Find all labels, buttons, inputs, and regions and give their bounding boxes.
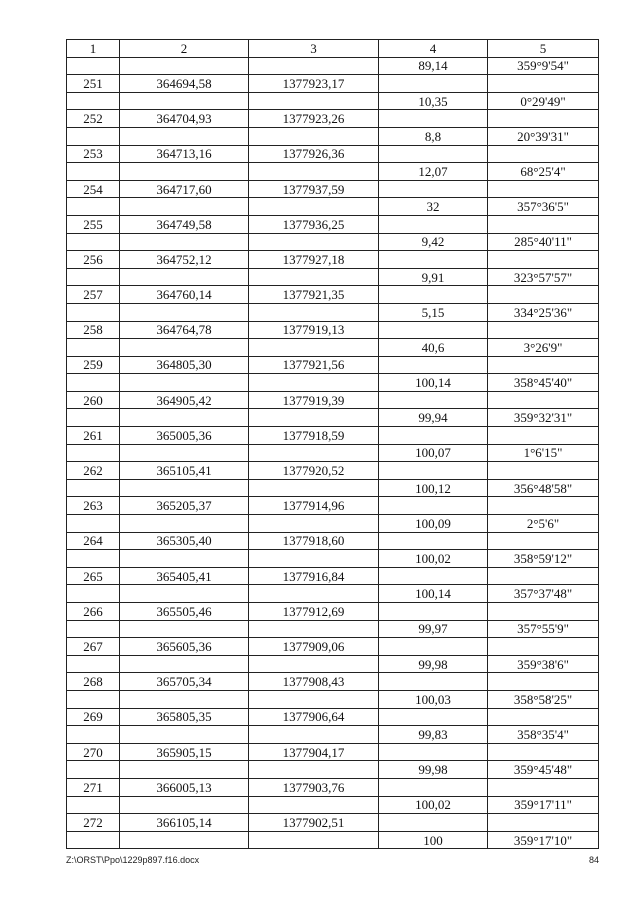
y-coordinate-cell <box>249 233 379 251</box>
distance-cell: 99,98 <box>379 655 488 673</box>
distance-cell: 99,98 <box>379 761 488 779</box>
y-coordinate-cell <box>249 585 379 603</box>
x-coordinate-cell: 365105,41 <box>120 462 249 480</box>
point-number-cell: 253 <box>67 145 120 163</box>
y-coordinate-cell: 1377908,43 <box>249 673 379 691</box>
table-row <box>67 198 599 216</box>
x-coordinate-cell <box>120 163 249 181</box>
point-number-cell <box>67 127 120 145</box>
bearing-cell: 285°40'11" <box>488 233 599 251</box>
point-number-cell <box>67 690 120 708</box>
distance-cell: 100,12 <box>379 479 488 497</box>
table-row <box>67 831 599 849</box>
x-coordinate-cell <box>120 339 249 357</box>
y-coordinate-cell: 1377926,36 <box>249 145 379 163</box>
distance-cell <box>379 251 488 269</box>
bearing-cell: 357°37'48" <box>488 585 599 603</box>
point-number-cell: 259 <box>67 356 120 374</box>
table-row <box>67 479 599 497</box>
y-coordinate-cell: 1377919,13 <box>249 321 379 339</box>
y-coordinate-cell: 1377921,35 <box>249 286 379 304</box>
header-row <box>67 40 599 58</box>
table-row <box>67 356 599 374</box>
distance-cell: 8,8 <box>379 127 488 145</box>
distance-cell <box>379 673 488 691</box>
x-coordinate-cell: 365405,41 <box>120 567 249 585</box>
bearing-cell <box>488 251 599 269</box>
distance-cell: 100,07 <box>379 444 488 462</box>
point-number-cell: 266 <box>67 603 120 621</box>
point-number-cell: 267 <box>67 638 120 656</box>
point-number-cell <box>67 374 120 392</box>
x-coordinate-cell: 366105,14 <box>120 814 249 832</box>
y-coordinate-cell <box>249 655 379 673</box>
table-row <box>67 532 599 550</box>
distance-cell: 100,02 <box>379 550 488 568</box>
point-number-cell <box>67 550 120 568</box>
y-coordinate-cell: 1377937,59 <box>249 180 379 198</box>
point-number-cell <box>67 585 120 603</box>
x-coordinate-cell <box>120 690 249 708</box>
x-coordinate-cell: 365805,35 <box>120 708 249 726</box>
table-row <box>67 374 599 392</box>
y-coordinate-cell <box>249 374 379 392</box>
point-number-cell: 262 <box>67 462 120 480</box>
y-coordinate-cell: 1377918,59 <box>249 427 379 445</box>
point-number-cell <box>67 444 120 462</box>
bearing-cell <box>488 638 599 656</box>
x-coordinate-cell <box>120 92 249 110</box>
point-number-cell <box>67 268 120 286</box>
table-row <box>67 303 599 321</box>
table-row <box>67 180 599 198</box>
x-coordinate-cell <box>120 585 249 603</box>
point-number-cell: 252 <box>67 110 120 128</box>
point-number-cell <box>67 233 120 251</box>
column-header: 4 <box>379 40 488 58</box>
point-number-cell: 265 <box>67 567 120 585</box>
distance-cell <box>379 497 488 515</box>
y-coordinate-cell <box>249 620 379 638</box>
bearing-cell: 357°55'9" <box>488 620 599 638</box>
table-row <box>67 391 599 409</box>
x-coordinate-cell <box>120 57 249 75</box>
bearing-cell <box>488 708 599 726</box>
footer-page-number: 84 <box>588 855 599 865</box>
point-number-cell: 261 <box>67 427 120 445</box>
distance-cell: 89,14 <box>379 57 488 75</box>
x-coordinate-cell: 365705,34 <box>120 673 249 691</box>
y-coordinate-cell: 1377903,76 <box>249 778 379 796</box>
point-number-cell: 260 <box>67 391 120 409</box>
point-number-cell <box>67 515 120 533</box>
bearing-cell: 356°48'58" <box>488 479 599 497</box>
bearing-cell <box>488 145 599 163</box>
table-row <box>67 638 599 656</box>
point-number-cell <box>67 479 120 497</box>
y-coordinate-cell <box>249 515 379 533</box>
y-coordinate-cell: 1377912,69 <box>249 603 379 621</box>
x-coordinate-cell: 365905,15 <box>120 743 249 761</box>
point-number-cell <box>67 198 120 216</box>
column-header: 2 <box>120 40 249 58</box>
table-row <box>67 409 599 427</box>
distance-cell <box>379 75 488 93</box>
x-coordinate-cell: 364713,16 <box>120 145 249 163</box>
x-coordinate-cell <box>120 726 249 744</box>
x-coordinate-cell <box>120 198 249 216</box>
y-coordinate-cell: 1377921,56 <box>249 356 379 374</box>
table-row <box>67 550 599 568</box>
table-row <box>67 603 599 621</box>
table-row <box>67 743 599 761</box>
distance-cell <box>379 532 488 550</box>
y-coordinate-cell: 1377902,51 <box>249 814 379 832</box>
table-row <box>67 620 599 638</box>
distance-cell <box>379 391 488 409</box>
bearing-cell: 359°17'11" <box>488 796 599 814</box>
bearing-cell <box>488 814 599 832</box>
bearing-cell <box>488 743 599 761</box>
bearing-cell: 357°36'5" <box>488 198 599 216</box>
point-number-cell <box>67 761 120 779</box>
distance-cell <box>379 286 488 304</box>
y-coordinate-cell: 1377914,96 <box>249 497 379 515</box>
table-row <box>67 796 599 814</box>
footer-file-path: Z:\ORST\Ppo\1229p897.f16.docx <box>66 855 200 865</box>
bearing-cell: 359°45'48" <box>488 761 599 779</box>
distance-cell <box>379 743 488 761</box>
y-coordinate-cell: 1377916,84 <box>249 567 379 585</box>
bearing-cell: 358°45'40" <box>488 374 599 392</box>
x-coordinate-cell: 365605,36 <box>120 638 249 656</box>
y-coordinate-cell <box>249 444 379 462</box>
table-row <box>67 655 599 673</box>
column-header: 1 <box>67 40 120 58</box>
table-row <box>67 110 599 128</box>
bearing-cell: 359°38'6" <box>488 655 599 673</box>
bearing-cell: 1°6'15" <box>488 444 599 462</box>
table-row <box>67 673 599 691</box>
table-row <box>67 92 599 110</box>
bearing-cell: 358°59'12" <box>488 550 599 568</box>
x-coordinate-cell <box>120 655 249 673</box>
bearing-cell <box>488 321 599 339</box>
point-number-cell: 256 <box>67 251 120 269</box>
column-header: 5 <box>488 40 599 58</box>
point-number-cell: 254 <box>67 180 120 198</box>
distance-cell <box>379 321 488 339</box>
x-coordinate-cell <box>120 409 249 427</box>
distance-cell: 99,94 <box>379 409 488 427</box>
distance-cell: 99,83 <box>379 726 488 744</box>
distance-cell: 10,35 <box>379 92 488 110</box>
distance-cell <box>379 427 488 445</box>
x-coordinate-cell: 364694,58 <box>120 75 249 93</box>
bearing-cell: 358°58'25" <box>488 690 599 708</box>
y-coordinate-cell <box>249 339 379 357</box>
x-coordinate-cell: 364749,58 <box>120 215 249 233</box>
bearing-cell <box>488 462 599 480</box>
point-number-cell <box>67 92 120 110</box>
table-row <box>67 145 599 163</box>
distance-cell: 5,15 <box>379 303 488 321</box>
bearing-cell <box>488 497 599 515</box>
y-coordinate-cell: 1377906,64 <box>249 708 379 726</box>
x-coordinate-cell <box>120 550 249 568</box>
bearing-cell <box>488 532 599 550</box>
point-number-cell <box>67 655 120 673</box>
x-coordinate-cell <box>120 268 249 286</box>
point-number-cell: 269 <box>67 708 120 726</box>
x-coordinate-cell <box>120 444 249 462</box>
distance-cell <box>379 462 488 480</box>
y-coordinate-cell <box>249 57 379 75</box>
y-coordinate-cell: 1377923,26 <box>249 110 379 128</box>
distance-cell <box>379 638 488 656</box>
bearing-cell <box>488 427 599 445</box>
table-row <box>67 726 599 744</box>
y-coordinate-cell: 1377920,52 <box>249 462 379 480</box>
x-coordinate-cell: 364764,78 <box>120 321 249 339</box>
distance-cell: 100,02 <box>379 796 488 814</box>
bearing-cell: 2°5'6" <box>488 515 599 533</box>
bearing-cell: 0°29'49" <box>488 92 599 110</box>
distance-cell <box>379 814 488 832</box>
bearing-cell: 359°9'54" <box>488 57 599 75</box>
x-coordinate-cell <box>120 303 249 321</box>
x-coordinate-cell: 365205,37 <box>120 497 249 515</box>
table-row <box>67 268 599 286</box>
bearing-cell: 359°17'10" <box>488 831 599 849</box>
x-coordinate-cell: 364704,93 <box>120 110 249 128</box>
point-number-cell <box>67 339 120 357</box>
x-coordinate-cell: 364905,42 <box>120 391 249 409</box>
table-row <box>67 761 599 779</box>
distance-cell <box>379 180 488 198</box>
table-row <box>67 708 599 726</box>
distance-cell: 100 <box>379 831 488 849</box>
table-row <box>67 814 599 832</box>
bearing-cell <box>488 778 599 796</box>
y-coordinate-cell <box>249 409 379 427</box>
distance-cell: 99,97 <box>379 620 488 638</box>
table-row <box>67 233 599 251</box>
distance-cell <box>379 145 488 163</box>
table-row <box>67 462 599 480</box>
y-coordinate-cell <box>249 761 379 779</box>
distance-cell: 100,14 <box>379 374 488 392</box>
point-number-cell <box>67 726 120 744</box>
y-coordinate-cell <box>249 726 379 744</box>
x-coordinate-cell: 366005,13 <box>120 778 249 796</box>
bearing-cell <box>488 110 599 128</box>
y-coordinate-cell: 1377918,60 <box>249 532 379 550</box>
x-coordinate-cell: 364760,14 <box>120 286 249 304</box>
y-coordinate-cell: 1377936,25 <box>249 215 379 233</box>
bearing-cell <box>488 215 599 233</box>
x-coordinate-cell <box>120 374 249 392</box>
y-coordinate-cell <box>249 268 379 286</box>
bearing-cell <box>488 286 599 304</box>
bearing-cell: 334°25'36" <box>488 303 599 321</box>
point-number-cell <box>67 409 120 427</box>
x-coordinate-cell: 365305,40 <box>120 532 249 550</box>
table-row <box>67 321 599 339</box>
distance-cell: 9,42 <box>379 233 488 251</box>
x-coordinate-cell: 364717,60 <box>120 180 249 198</box>
bearing-cell <box>488 567 599 585</box>
y-coordinate-cell <box>249 831 379 849</box>
table-body <box>67 57 599 849</box>
table-row <box>67 75 599 93</box>
x-coordinate-cell: 365505,46 <box>120 603 249 621</box>
point-number-cell: 263 <box>67 497 120 515</box>
coordinates-table <box>66 39 599 849</box>
distance-cell <box>379 356 488 374</box>
x-coordinate-cell <box>120 831 249 849</box>
table-row <box>67 567 599 585</box>
table-row <box>67 585 599 603</box>
x-coordinate-cell <box>120 127 249 145</box>
y-coordinate-cell <box>249 479 379 497</box>
bearing-cell <box>488 356 599 374</box>
y-coordinate-cell: 1377904,17 <box>249 743 379 761</box>
table-row <box>67 127 599 145</box>
table-row <box>67 778 599 796</box>
x-coordinate-cell <box>120 761 249 779</box>
distance-cell <box>379 110 488 128</box>
distance-cell: 100,03 <box>379 690 488 708</box>
point-number-cell: 258 <box>67 321 120 339</box>
y-coordinate-cell: 1377927,18 <box>249 251 379 269</box>
y-coordinate-cell <box>249 198 379 216</box>
point-number-cell: 272 <box>67 814 120 832</box>
table-row <box>67 515 599 533</box>
point-number-cell: 271 <box>67 778 120 796</box>
distance-cell <box>379 708 488 726</box>
x-coordinate-cell <box>120 479 249 497</box>
x-coordinate-cell: 365005,36 <box>120 427 249 445</box>
y-coordinate-cell: 1377923,17 <box>249 75 379 93</box>
bearing-cell: 359°32'31" <box>488 409 599 427</box>
x-coordinate-cell: 364752,12 <box>120 251 249 269</box>
distance-cell: 9,91 <box>379 268 488 286</box>
point-number-cell <box>67 831 120 849</box>
bearing-cell: 20°39'31" <box>488 127 599 145</box>
point-number-cell: 264 <box>67 532 120 550</box>
distance-cell: 100,14 <box>379 585 488 603</box>
bearing-cell <box>488 603 599 621</box>
point-number-cell: 257 <box>67 286 120 304</box>
x-coordinate-cell <box>120 233 249 251</box>
x-coordinate-cell <box>120 796 249 814</box>
table-row <box>67 286 599 304</box>
y-coordinate-cell <box>249 303 379 321</box>
table-row <box>67 427 599 445</box>
y-coordinate-cell <box>249 163 379 181</box>
point-number-cell: 270 <box>67 743 120 761</box>
point-number-cell: 251 <box>67 75 120 93</box>
table-row <box>67 339 599 357</box>
bearing-cell <box>488 75 599 93</box>
point-number-cell: 255 <box>67 215 120 233</box>
table-row <box>67 215 599 233</box>
y-coordinate-cell <box>249 690 379 708</box>
point-number-cell <box>67 620 120 638</box>
x-coordinate-cell: 364805,30 <box>120 356 249 374</box>
y-coordinate-cell <box>249 92 379 110</box>
point-number-cell <box>67 796 120 814</box>
distance-cell: 100,09 <box>379 515 488 533</box>
distance-cell <box>379 215 488 233</box>
bearing-cell <box>488 180 599 198</box>
table-row <box>67 690 599 708</box>
table-row <box>67 444 599 462</box>
point-number-cell: 268 <box>67 673 120 691</box>
table-row <box>67 163 599 181</box>
bearing-cell: 68°25'4" <box>488 163 599 181</box>
x-coordinate-cell <box>120 620 249 638</box>
point-number-cell <box>67 57 120 75</box>
bearing-cell <box>488 391 599 409</box>
distance-cell: 40,6 <box>379 339 488 357</box>
distance-cell: 32 <box>379 198 488 216</box>
column-header: 3 <box>249 40 379 58</box>
y-coordinate-cell <box>249 550 379 568</box>
distance-cell: 12,07 <box>379 163 488 181</box>
distance-cell <box>379 778 488 796</box>
table-row <box>67 251 599 269</box>
y-coordinate-cell <box>249 127 379 145</box>
distance-cell <box>379 567 488 585</box>
x-coordinate-cell <box>120 515 249 533</box>
table-row <box>67 57 599 75</box>
bearing-cell <box>488 673 599 691</box>
y-coordinate-cell: 1377909,06 <box>249 638 379 656</box>
distance-cell <box>379 603 488 621</box>
bearing-cell: 323°57'57" <box>488 268 599 286</box>
table-row <box>67 497 599 515</box>
point-number-cell <box>67 163 120 181</box>
y-coordinate-cell: 1377919,39 <box>249 391 379 409</box>
y-coordinate-cell <box>249 796 379 814</box>
bearing-cell: 358°35'4" <box>488 726 599 744</box>
bearing-cell: 3°26'9" <box>488 339 599 357</box>
point-number-cell <box>67 303 120 321</box>
